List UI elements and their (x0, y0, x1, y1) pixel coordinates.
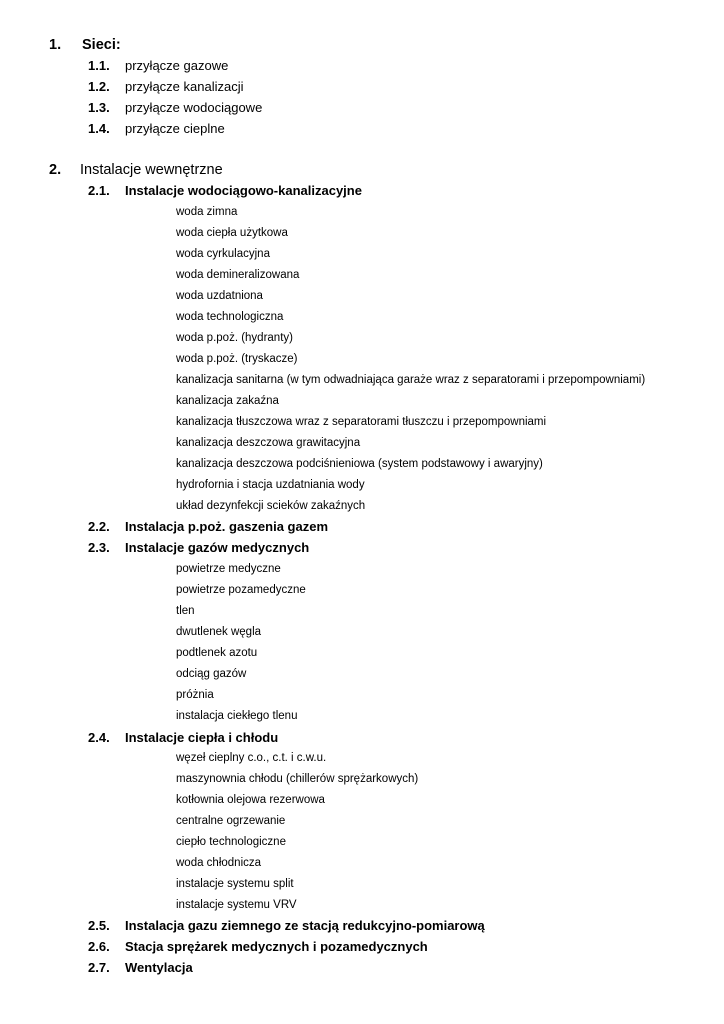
item-title: kanalizacja deszczowa grawitacyjna (176, 437, 361, 449)
item-number: 2.3. (88, 540, 110, 555)
section-title: Instalacje wewnętrzne (80, 162, 223, 178)
item-title: woda chłodnicza (176, 857, 262, 869)
item-number: 1.4. (88, 121, 110, 136)
item-number: 2.5. (88, 918, 110, 933)
item-title: powietrze medyczne (176, 563, 281, 575)
item-title: dwutlenek węgla (176, 626, 262, 638)
section-number: 1. (49, 37, 62, 53)
item-title: tlen (176, 605, 195, 617)
item-title: woda uzdatniona (176, 290, 263, 302)
item-number: 2.6. (88, 939, 110, 954)
item-number: 2.4. (88, 730, 110, 745)
item-number: 2.7. (88, 960, 110, 975)
item-title: woda demineralizowana (176, 269, 300, 281)
item-title: kanalizacja zakaźna (176, 395, 279, 407)
item-title: woda ciepła użytkowa (176, 227, 288, 239)
item-title: hydrofornia i stacja uzdatniania wody (176, 479, 365, 491)
item-title: instalacje systemu VRV (176, 899, 297, 911)
item-title: instalacja ciekłego tlenu (176, 710, 298, 722)
item-title: węzeł cieplny c.o., c.t. i c.w.u. (176, 752, 327, 764)
item-title: woda zimna (176, 206, 238, 218)
section-title: Sieci: (82, 37, 121, 53)
item-title: przyłącze cieplne (125, 121, 225, 136)
item-title: woda cyrkulacyjna (176, 248, 270, 260)
item-title: kotłownia olejowa rezerwowa (176, 794, 325, 806)
item-title: instalacje systemu split (176, 878, 294, 890)
item-number: 2.2. (88, 519, 110, 534)
item-title: odciąg gazów (176, 668, 247, 680)
item-title: powietrze pozamedyczne (176, 584, 306, 596)
item-title: przyłącze gazowe (125, 58, 229, 73)
item-title: kanalizacja tłuszczowa wraz z separatorami tłuszczu i przepompowniami (176, 416, 547, 428)
item-title: przyłącze wodociągowe (125, 100, 263, 115)
item-title: Instalacja gazu ziemnego ze stacją redukcyjno-pomiarową (125, 918, 485, 933)
item-title: próżnia (176, 689, 214, 701)
item-title: woda p.poż. (tryskacze) (176, 353, 298, 365)
item-title: woda p.poż. (hydranty) (176, 332, 293, 344)
item-title: Instalacja p.poż. gaszenia gazem (125, 519, 329, 534)
item-number: 1.3. (88, 100, 110, 115)
item-title: ciepło technologiczne (176, 836, 286, 848)
item-number: 1.2. (88, 79, 110, 94)
item-title: Stacja sprężarek medycznych i pozamedycznych (125, 939, 428, 954)
item-title: Instalacje gazów medycznych (125, 540, 310, 555)
section-number: 2. (49, 162, 62, 178)
item-title: maszynownia chłodu (chillerów sprężarkowych) (176, 773, 419, 785)
item-title: Wentylacja (125, 960, 193, 975)
item-title: Instalacje ciepła i chłodu (125, 730, 279, 745)
item-title: przyłącze kanalizacji (125, 79, 244, 94)
item-title: Instalacje wodociągowo-kanalizacyjne (125, 183, 362, 198)
item-number: 2.1. (88, 183, 110, 198)
item-title: podtlenek azotu (176, 647, 258, 659)
item-title: układ dezynfekcji scieków zakaźnych (176, 500, 366, 512)
item-title: centralne ogrzewanie (176, 815, 286, 827)
item-title: kanalizacja sanitarna (w tym odwadniająca garaże wraz z separatorami i przepompowniami) (176, 374, 646, 386)
item-title: kanalizacja deszczowa podciśnieniowa (system podstawowy i awaryjny) (176, 458, 543, 470)
item-number: 1.1. (88, 58, 110, 73)
item-title: woda technologiczna (176, 311, 284, 323)
